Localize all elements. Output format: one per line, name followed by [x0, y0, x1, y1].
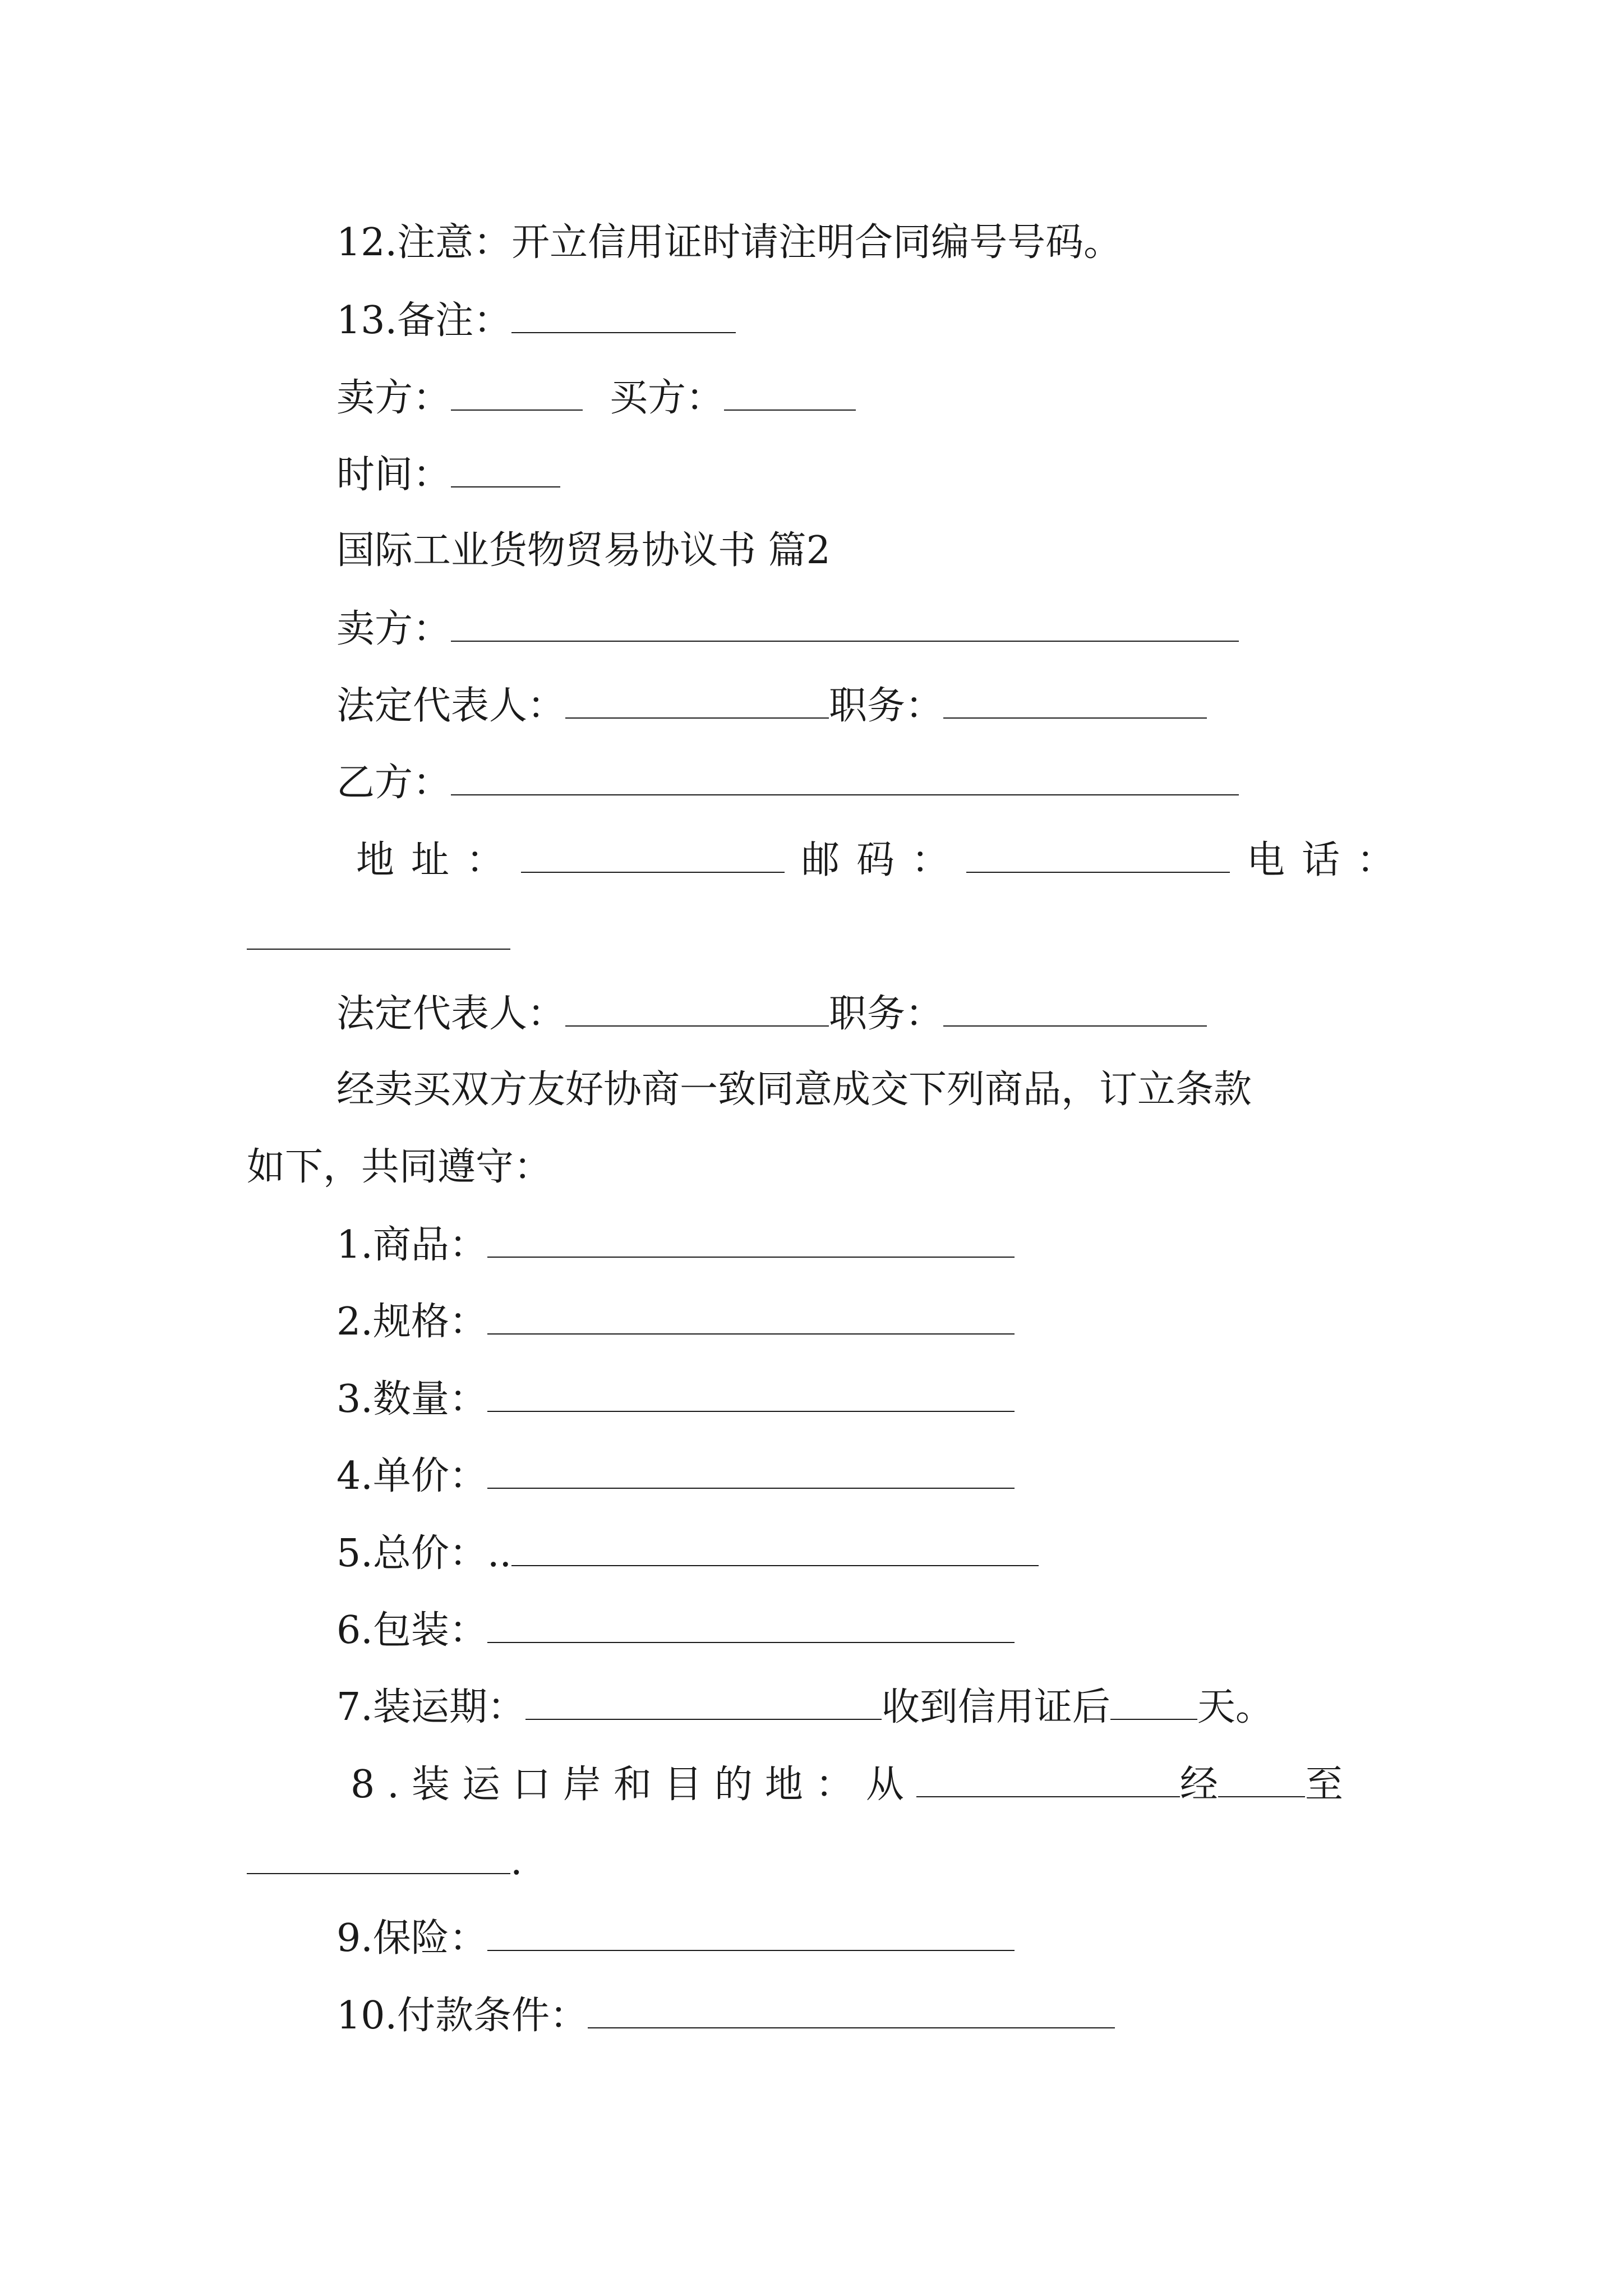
- party-b-line: [336, 755, 1239, 809]
- seller-label: 卖方：: [336, 376, 451, 420]
- port-via-blank[interactable]: [1218, 1757, 1305, 1797]
- item-unit-price: [336, 1448, 1015, 1502]
- packing-blank[interactable]: [487, 1603, 1015, 1643]
- position-blank-1[interactable]: [943, 678, 1207, 719]
- packing-label: 6.包装：: [336, 1608, 487, 1653]
- quantity-blank[interactable]: [487, 1372, 1015, 1412]
- seller2-label: 卖方：: [336, 607, 451, 651]
- legal-rep-line-1: [336, 678, 1207, 732]
- to-label: 至: [1304, 1763, 1343, 1807]
- unit-price-blank[interactable]: [487, 1448, 1015, 1489]
- days-blank[interactable]: [1110, 1680, 1197, 1720]
- total-price-blank[interactable]: [511, 1526, 1039, 1566]
- legal-rep-line-2: [336, 986, 1207, 1040]
- payment-label: 10.付款条件：: [336, 1994, 588, 2038]
- party-b-label: 乙方：: [336, 761, 451, 805]
- phone-label: 电话：: [1247, 838, 1412, 882]
- intro-line-1: [336, 1063, 1252, 1117]
- intro-line-2: [247, 1140, 552, 1194]
- remarks-line: [336, 293, 736, 347]
- position-label-1: 职务：: [829, 684, 944, 728]
- intro-text-2: 如下，共同遵守：: [247, 1145, 552, 1189]
- spec-label: 2.规格：: [336, 1300, 487, 1344]
- goods-label: 1.商品：: [336, 1223, 487, 1267]
- phone-blank[interactable]: [247, 909, 510, 950]
- address-label: 地址：: [356, 838, 522, 882]
- phone-continuation: [247, 909, 510, 963]
- remarks-blank[interactable]: [511, 293, 736, 333]
- legal-rep-blank-2[interactable]: [565, 986, 829, 1027]
- seller-blank[interactable]: [451, 370, 583, 411]
- postcode-blank[interactable]: [966, 832, 1230, 873]
- port-to-blank[interactable]: [247, 1834, 510, 1874]
- unit-price-label: 4.单价：: [336, 1454, 487, 1498]
- address-blank[interactable]: [521, 832, 785, 873]
- item-total-price: [336, 1526, 1039, 1580]
- time-line: [336, 447, 560, 501]
- position-blank-2[interactable]: [943, 986, 1207, 1027]
- payment-blank[interactable]: [588, 1988, 1115, 2028]
- item-ports: [351, 1757, 1343, 1811]
- section-title-text: 国际工业货物贸易协议书 篇2: [336, 528, 831, 573]
- seller2-line: [336, 601, 1239, 655]
- port-from-blank[interactable]: [916, 1757, 1180, 1797]
- legal-rep-label-2: 法定代表人：: [336, 992, 566, 1036]
- item-insurance: [336, 1911, 1015, 1964]
- seller2-blank[interactable]: [451, 601, 1239, 642]
- buyer-label: 买方：: [610, 376, 725, 420]
- spec-blank[interactable]: [487, 1294, 1015, 1335]
- ports-period: .: [510, 1839, 523, 1884]
- position-label-2: 职务：: [829, 992, 944, 1036]
- ports-continuation: [247, 1834, 523, 1888]
- party-b-blank[interactable]: [451, 755, 1239, 795]
- insurance-label: 9.保险：: [336, 1916, 487, 1961]
- item-goods: [336, 1217, 1015, 1271]
- shipment-after-lc: 收到信用证后: [881, 1685, 1110, 1729]
- section-title: [336, 524, 831, 578]
- note-text: 12.注意：开立信用证时请注明合同编号号码。: [336, 220, 1122, 265]
- legal-rep-blank-1[interactable]: [565, 678, 829, 719]
- address-line: [356, 832, 1412, 886]
- postcode-label: 邮码：: [801, 838, 967, 882]
- legal-rep-label-1: 法定代表人：: [336, 684, 566, 728]
- ports-label: 8.装运口岸和目的地：从: [351, 1763, 916, 1807]
- seller-buyer-line: [336, 370, 856, 424]
- goods-blank[interactable]: [487, 1217, 1015, 1258]
- time-blank[interactable]: [451, 447, 560, 487]
- via-label: 经: [1179, 1763, 1218, 1807]
- remarks-label: 13.备注：: [336, 298, 512, 343]
- time-label: 时间：: [336, 453, 451, 497]
- shipment-blank[interactable]: [525, 1680, 882, 1720]
- total-price-label: 5.总价：..: [336, 1531, 512, 1576]
- quantity-label: 3.数量：: [336, 1377, 487, 1421]
- days-suffix: 天。: [1197, 1685, 1274, 1729]
- insurance-blank[interactable]: [487, 1911, 1015, 1951]
- item-shipment: [336, 1680, 1274, 1733]
- intro-text-1: 经卖买双方友好协商一致同意成交下列商品，订立条款: [336, 1068, 1252, 1112]
- note-line: [336, 216, 1122, 270]
- shipment-label: 7.装运期：: [336, 1685, 525, 1729]
- item-quantity: [336, 1372, 1015, 1425]
- buyer-blank[interactable]: [724, 370, 856, 411]
- item-spec: [336, 1294, 1015, 1348]
- item-payment: [336, 1988, 1115, 2042]
- item-packing: [336, 1603, 1015, 1657]
